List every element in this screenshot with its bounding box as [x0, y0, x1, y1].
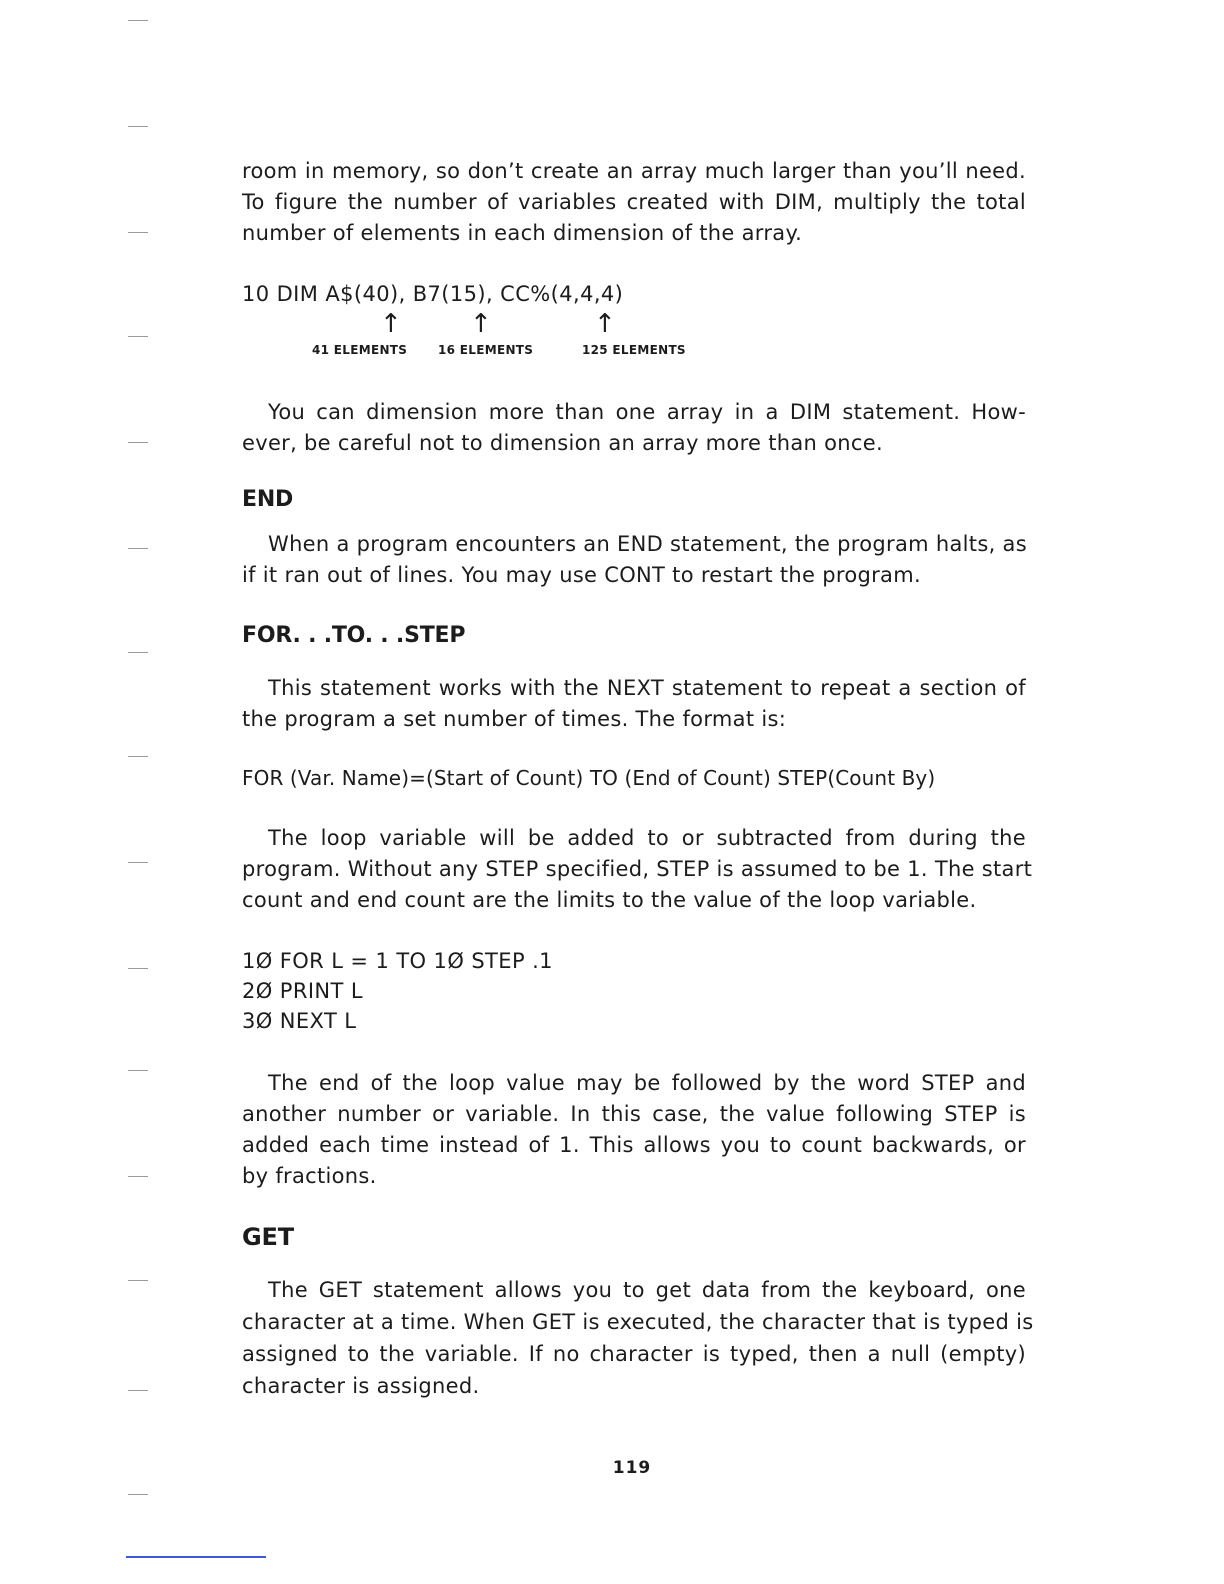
text-line: To figure the number of variables created with DIM, multiply the total [242, 190, 1026, 214]
text-line: When a program encounters an END statement, the program halts, as [268, 532, 1027, 556]
text-line: This statement works with the NEXT statement to repeat a section of [268, 676, 1026, 700]
section-heading-for: FOR. . .TO. . .STEP [242, 623, 466, 648]
binding-mark [128, 548, 148, 549]
element-count-label: 125 ELEMENTS [582, 343, 686, 357]
dim-code-line: 10 DIM A$(40), B7(15), CC%(4,4,4) [242, 282, 624, 306]
page-number: 119 [612, 1458, 652, 1478]
text-line: another number or variable. In this case, the value following STEP is [242, 1102, 1026, 1126]
text-line: assigned to the variable. If no character is typed, then a null (empty) [242, 1342, 1026, 1366]
text-line: You can dimension more than one array in a DIM statement. How- [268, 400, 1026, 424]
binding-rule [126, 1556, 266, 1558]
text-line: count and end count are the limits to the value of the loop variable. [242, 888, 977, 912]
binding-mark [128, 336, 148, 337]
binding-mark [128, 1176, 148, 1177]
page-content [242, 156, 1034, 1402]
binding-mark [128, 126, 148, 127]
binding-mark [128, 1390, 148, 1391]
binding-mark [128, 756, 148, 757]
intro-paragraph [242, 156, 1026, 249]
dim-arrows [242, 309, 1026, 343]
text-line: character is assigned. [242, 1374, 480, 1398]
binding-mark [128, 1494, 148, 1495]
code-line: 2Ø PRINT L [242, 979, 363, 1003]
arrow-up-icon: ↑ [470, 309, 492, 339]
binding-mark [128, 232, 148, 233]
code-line: 1Ø FOR L = 1 TO 1Ø STEP .1 [242, 949, 553, 973]
dim-example [242, 279, 1026, 367]
text-line: room in memory, so don’t create an array much larger than you’ll need. [242, 159, 1026, 183]
binding-mark [128, 442, 148, 443]
dim-element-labels [242, 343, 1026, 367]
binding-mark [128, 968, 148, 969]
text-line: character at a time. When GET is executed, the character that is typed is [242, 1310, 1034, 1334]
text-line: The loop variable will be added to or subtracted from during the [268, 826, 1026, 850]
binding-mark [128, 652, 148, 653]
text-line: number of elements in each dimension of the array. [242, 221, 803, 245]
dim-note-paragraph [242, 397, 1026, 459]
arrow-up-icon: ↑ [380, 309, 402, 339]
get-paragraph [242, 1274, 1034, 1402]
text-line: The end of the loop value may be followed by the word STEP and [268, 1071, 1026, 1095]
section-heading-end: END [242, 487, 294, 512]
code-line: 3Ø NEXT L [242, 1009, 357, 1033]
for-code-example [242, 946, 1026, 1036]
text-line: added each time instead of 1. This allows you to count backwards, or [242, 1133, 1026, 1157]
for-body-paragraph [242, 823, 1033, 916]
end-paragraph [242, 529, 1026, 591]
binding-mark [128, 20, 148, 21]
for-intro-paragraph [242, 673, 1026, 735]
arrow-up-icon: ↑ [594, 309, 616, 339]
text-line: if it ran out of lines. You may use CONT to restart the program. [242, 563, 921, 587]
binding-mark [128, 862, 148, 863]
text-line: ever, be careful not to dimension an array more than once. [242, 431, 883, 455]
for-step-paragraph [242, 1068, 1026, 1192]
element-count-label: 41 ELEMENTS [312, 343, 408, 357]
element-count-label: 16 ELEMENTS [438, 343, 534, 357]
text-line: the program a set number of times. The format is: [242, 707, 787, 731]
binding-mark [128, 1280, 148, 1281]
text-line: The GET statement allows you to get data from the keyboard, one [268, 1278, 1026, 1302]
for-format-line: FOR (Var. Name)=(Start of Count) TO (End of Count) STEP(Count By) [242, 766, 936, 790]
text-line: program. Without any STEP specified, STEP is assumed to be 1. The start [242, 857, 1033, 881]
text-line: by fractions. [242, 1164, 377, 1188]
section-heading-get: GET [242, 1223, 294, 1251]
binding-mark [128, 1070, 148, 1071]
